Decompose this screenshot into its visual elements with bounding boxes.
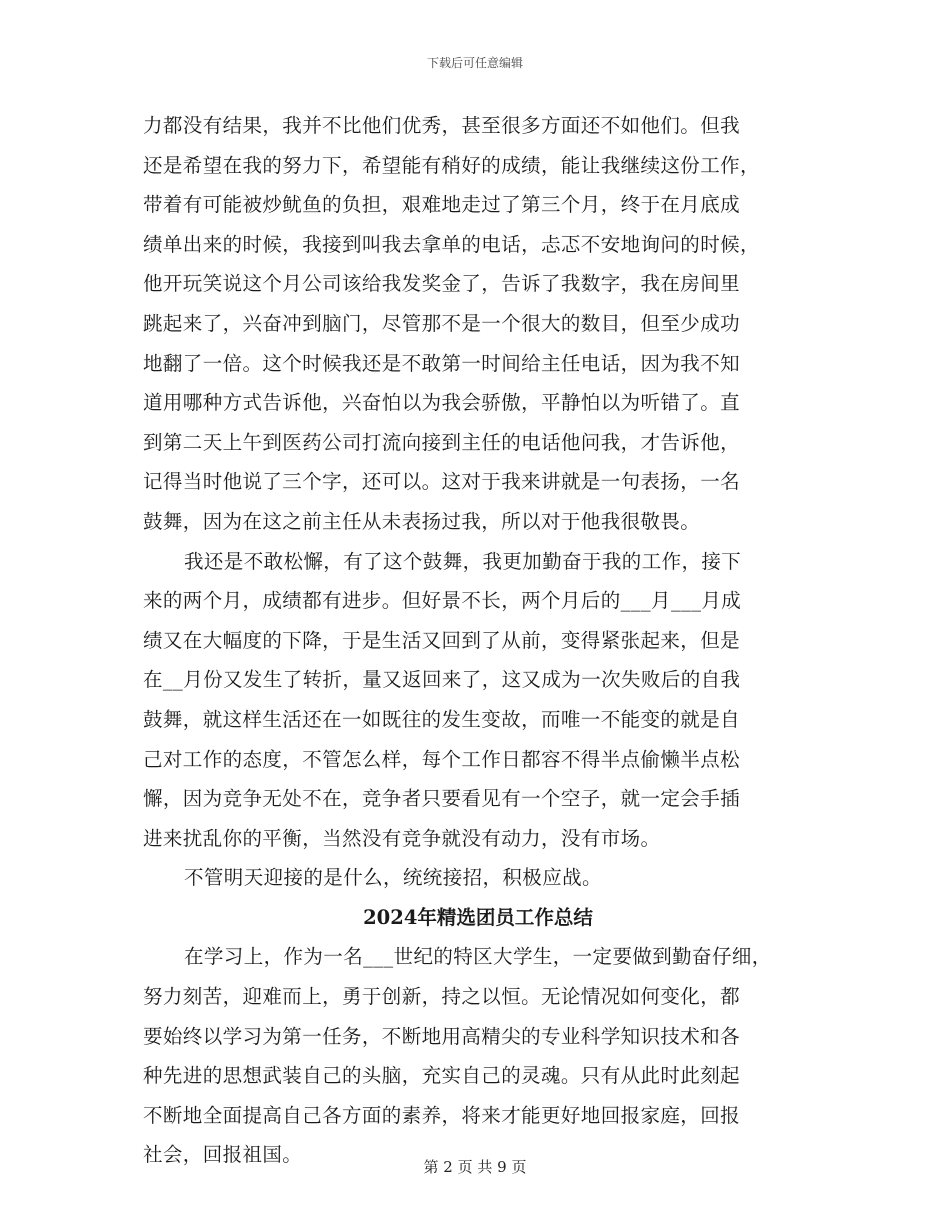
paragraph-start-line: 不管明天迎接的是什么，统统接招，积极应战。 (184, 866, 602, 890)
text-line: 到第二天上午到医药公司打流向接到主任的电话他问我，才告诉他， (143, 430, 741, 454)
text-line: 还是希望在我的努力下，希望能有稍好的成绩，能让我继续这份工作， (143, 153, 760, 177)
section-title: 2024年精选团员工作总结 (363, 905, 593, 929)
paragraph-start-line: 我还是不敢松懈，有了这个鼓舞，我更加勤奋于我的工作，接下 (184, 549, 742, 573)
text-line: 鼓舞，因为在这之前主任从未表扬过我，所以对于他我很敬畏。 (143, 509, 701, 533)
text-line: 在__月份又发生了转折，量又返回来了，这又成为一次失败后的自我 (143, 668, 741, 692)
text-line: 带着有可能被炒鱿鱼的负担，艰难地走过了第三个月，终于在月底成 (143, 193, 741, 217)
text-line: 不断地全面提高自己各方面的素养，将来才能更好地回报家庭，回报 (143, 1103, 741, 1127)
text-line: 社会，回报祖国。 (143, 1143, 303, 1167)
text-line: 种先进的思想武装自己的头脑，充实自己的灵魂。只有从此时此刻起 (143, 1064, 741, 1088)
page-header: 下载后可任意编辑 (426, 56, 523, 70)
text-line: 力都没有结果，我并不比他们优秀，甚至很多方面还不如他们。但我 (143, 114, 741, 137)
text-line: 道用哪种方式告诉他，兴奋怕以为我会骄傲，平静怕以为听错了。直 (143, 391, 741, 415)
text-line: 跳起来了，兴奋冲到脑门，尽管那不是一个很大的数目，但至少成功 (143, 311, 741, 335)
page-footer: 第 2 页 共 9 页 (423, 1158, 527, 1176)
text-line: 他开玩笑说这个月公司该给我发奖金了，告诉了我数字，我在房间里 (143, 272, 741, 296)
text-line: 进来扰乱你的平衡，当然没有竞争就没有动力，没有市场。 (143, 826, 661, 850)
text-line: 来的两个月，成绩都有进步。但好景不长，两个月后的___月___月成 (143, 589, 742, 613)
text-line: 懈，因为竞争无处不在，竞争者只要看见有一个空子，就一定会手插 (143, 787, 741, 811)
text-line: 绩单出来的时候，我接到叫我去拿单的电话，忐忑不安地询问的时候， (143, 232, 760, 256)
text-line: 绩又在大幅度的下降，于是生活又回到了从前，变得紧张起来，但是 (143, 628, 741, 652)
text-line: 要始终以学习为第一任务，不断地用高精尖的专业科学知识技术和各 (143, 1024, 741, 1048)
document-body (143, 106, 813, 1175)
text-line: 记得当时他说了三个字，还可以。这对于我来讲就是一句表扬，一名 (143, 470, 741, 494)
text-line: 地翻了一倍。这个时候我还是不敢第一时间给主任电话，因为我不知 (143, 351, 741, 375)
text-line: 努力刻苦，迎难而上，勇于创新，持之以恒。无论情况如何变化，都 (143, 985, 741, 1009)
text-line: 己对工作的态度，不管怎么样，每个工作日都容不得半点偷懒半点松 (143, 747, 741, 771)
paragraph-start-line: 在学习上，作为一名___世纪的特区大学生，一定要做到勤奋仔细， (184, 945, 772, 969)
text-line: 鼓舞，就这样生活还在一如既往的发生变故，而唯一不能变的就是自 (143, 707, 741, 731)
